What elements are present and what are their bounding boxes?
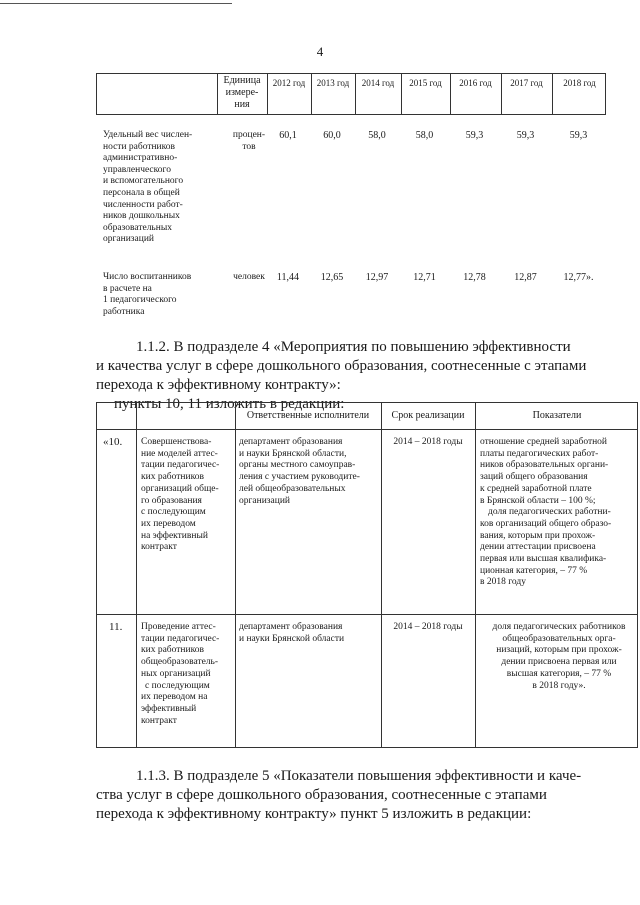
measure-executors: департамент образования и науки Брянской области, органы местного самоуправ- ления с участием руководите- лей общеобразовательных организаций [239,437,360,506]
value-2013: 12,65 [320,272,344,283]
value-2018: 59,3 [569,130,588,141]
row-unit-percent: процен- тов [232,130,266,152]
paragraph-1-1-3: 1.1.3. В подразделе 5 «Показатели повышения эффективности и каче- ства услуг в сфере дошкольного образования, соотнесенные с этапами перехода к эффективному контракту» пункт 5 изложить в редакции: [96,768,582,822]
measure-term: 2014 – 2018 годы [393,437,463,447]
header-executors: Ответственные исполнители [246,410,370,421]
measures-table [96,402,638,748]
value-2018: 12,77». [563,272,594,283]
measure-name: Проведение аттес- тации педагогичес- ких работников общеобразователь- ных организаций с последующим их переводом на эффективный контракт [141,622,220,726]
row-number: 11. [109,621,123,633]
row-label-admin-share: Удельный вес числен- ности работников административно- управленческого и вспомогательного персонала в общей численности работ- ников дошкольных образовательных организаций [103,130,193,245]
value-2013: 60,0 [323,130,341,141]
value-2017: 59,3 [516,130,535,141]
measure-indicators: доля педагогических работников общеобразовательных орга- низаций, которым при прохож- дении присвоена первая или высшая категория, – 77 % в 2018 году». [492,622,626,691]
value-2014: 58,0 [368,130,386,141]
value-2012: 60,1 [279,130,297,141]
value-2014: 12,97 [365,272,389,283]
value-2016: 59,3 [465,130,484,141]
year-header-2013: 2013 год [316,78,350,88]
year-header-2015: 2015 год [409,78,442,88]
value-2015: 58,0 [415,130,434,141]
value-2012: 11,44 [276,272,300,283]
measure-indicators: отношение средней заработной платы педагогических работ- ников образовательных органи- заций общего образования к средней заработной плате в Брянской области – 100 %; доля педагогических работни- ков организаций общего образо- вания, которым при прохож- дении аттестации присвоена первая или высшая квалифика- ционная категория, – 77 % в 2018 году [480,437,612,588]
page-number: 4 [316,44,324,59]
year-header-2016: 2016 год [459,78,492,88]
top-rule [0,3,232,4]
measure-term: 2014 – 2018 годы [393,622,463,632]
row-label-pupils-per-teacher: Число воспитанников в расчете на 1 педагогического работника [103,272,192,317]
year-header-2014: 2014 год [361,78,395,88]
unit-header: Единица измере- ния [223,75,261,110]
value-2017: 12,87 [514,272,537,283]
year-header-2012: 2012 год [272,78,306,88]
measure-executors: департамент образования и науки Брянской области [239,622,345,644]
value-2016: 12,78 [463,272,486,283]
year-header-2017: 2017 год [510,78,543,88]
measure-name: Совершенствова- ние моделей аттес- тации педагогичес- ких работников организаций обще- го образования с последующим их переводом на эффективный контракт [141,437,220,553]
value-2015: 12,71 [413,272,436,283]
row-number: «10. [103,436,123,448]
row-unit-persons: человек [233,272,265,282]
year-header-2018: 2018 год [563,78,596,88]
paragraph-1-1-2: 1.1.2. В подразделе 4 «Мероприятия по повышению эффективности и качества услуг в сфере дошкольного образования, соотнесенные с этапами перехода к эффективному контракту»: пункты 10, 11 изложить в редакции: [96,339,587,412]
header-term: Срок реализации [391,410,465,421]
header-indicators: Показатели [532,410,582,421]
indicator-table-header [96,73,606,115]
